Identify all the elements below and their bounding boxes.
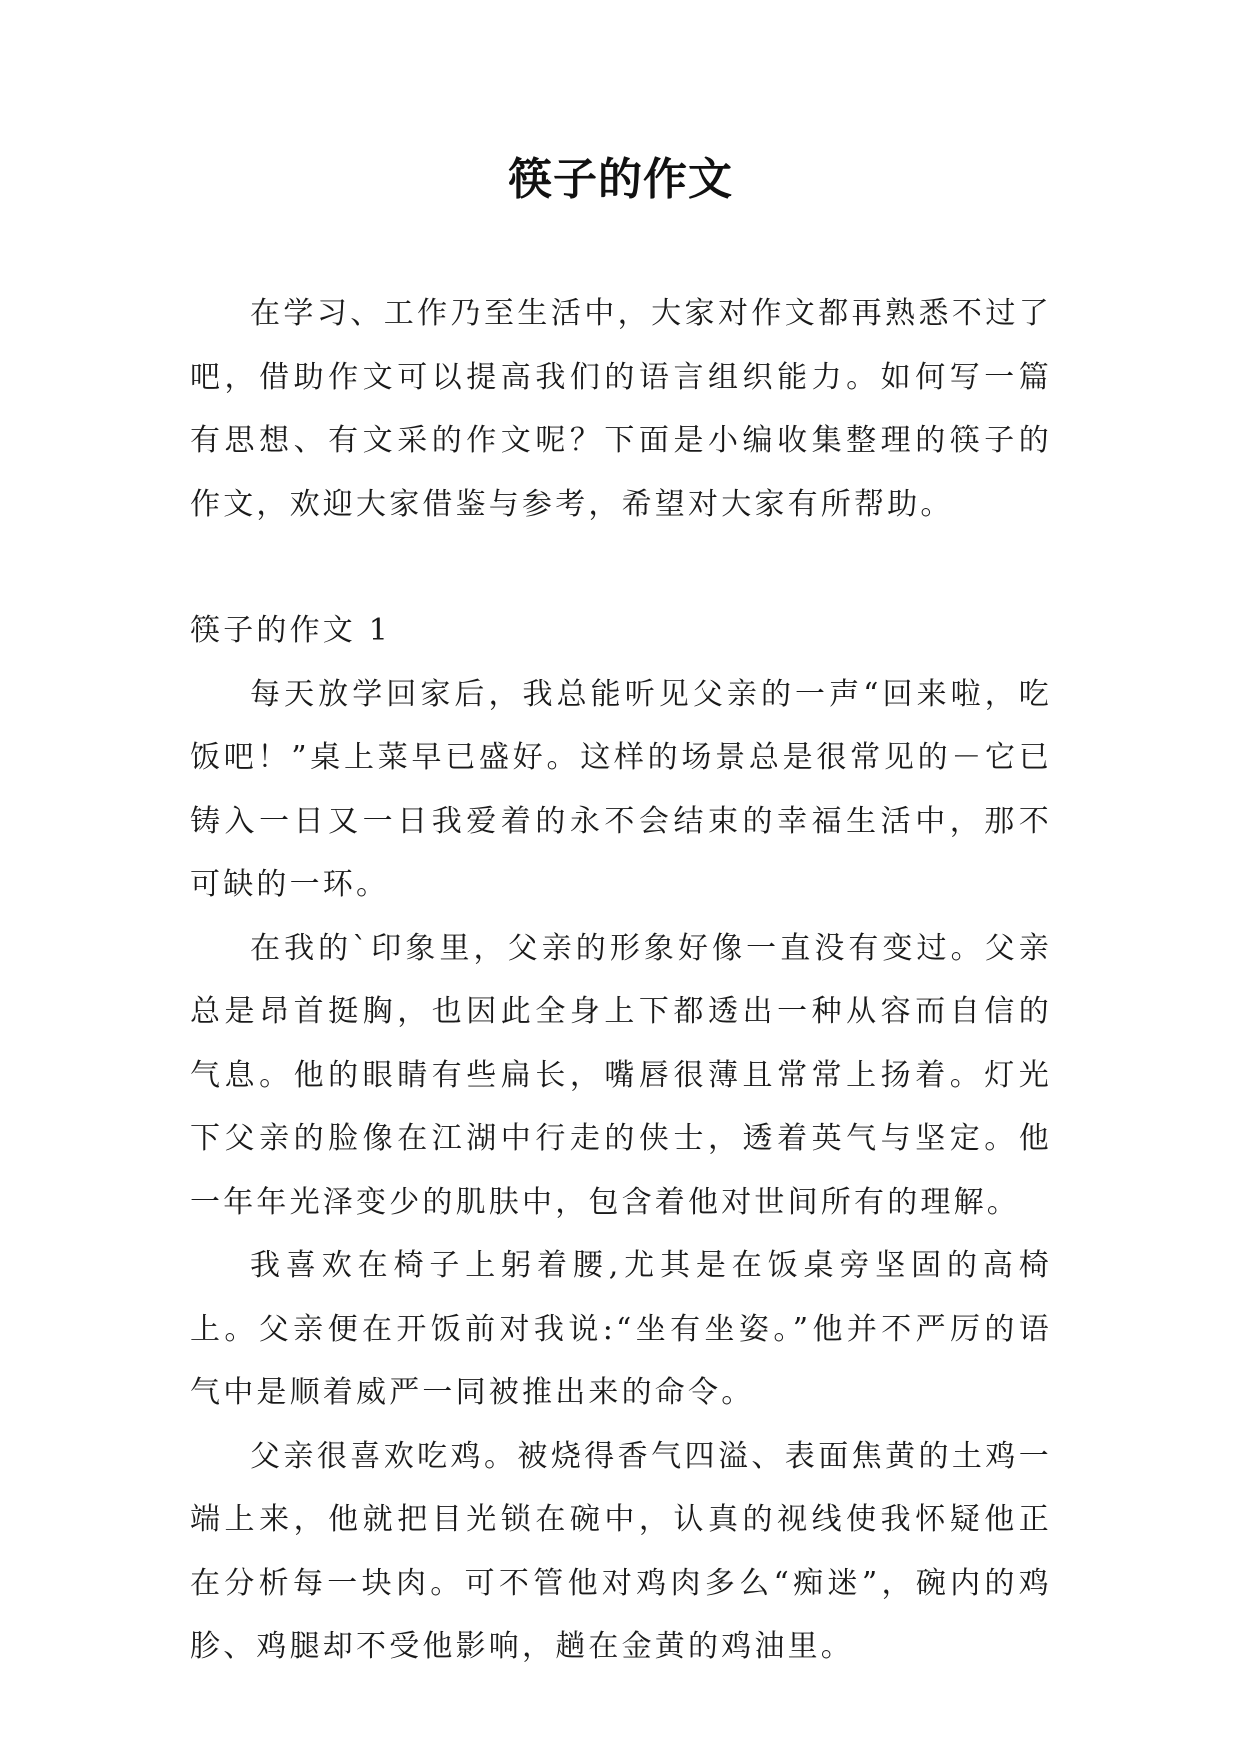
document-body bbox=[190, 282, 1052, 1679]
intro-paragraph: 在学习、工作乃至生活中，大家对作文都再熟悉不过了吧，借助作文可以提高我们的语言组织能力。如何写一篇有思想、有文采的作文呢？下面是小编收集整理的筷子的作文，欢迎大家借鉴与参考，希望对大家有所帮助。 bbox=[190, 296, 1052, 522]
document-title: 筷子的作文 bbox=[508, 154, 733, 205]
body-paragraph: 每天放学回家后，我总能听见父亲的一声“回来啦，吃饭吧！”桌上菜早已盛好。这样的场景总是很常见的－它已铸入一日又一日我爱着的永不会结束的幸福生活中，那不可缺的一环。 bbox=[190, 676, 1052, 902]
body-paragraph: 我喜欢在椅子上躬着腰,尤其是在饭桌旁坚固的高椅上。父亲便在开饭前对我说:“坐有坐姿。”他并不严厉的语气中是顺着威严一同被推出来的命令。 bbox=[190, 1248, 1052, 1410]
section-heading: 筷子的作文 1 bbox=[190, 613, 392, 648]
body-paragraph: 父亲很喜欢吃鸡。被烧得香气四溢、表面焦黄的土鸡一端上来，他就把目光锁在碗中，认真的视线使我怀疑他正在分析每一块肉。可不管他对鸡肉多么“痴迷”，碗内的鸡胗、鸡腿却不受他影响，趟在金黄的鸡油里。 bbox=[190, 1438, 1052, 1664]
body-paragraph: 在我的`印象里，父亲的形象好像一直没有变过。父亲总是昂首挺胸，也因此全身上下都透出一种从容而自信的气息。他的眼睛有些扁长，嘴唇很薄且常常上扬着。灯光下父亲的脸像在江湖中行走的侠士，透着英气与坚定。他一年年光泽变少的肌肤中，包含着他对世间所有的理解。 bbox=[190, 930, 1052, 1220]
